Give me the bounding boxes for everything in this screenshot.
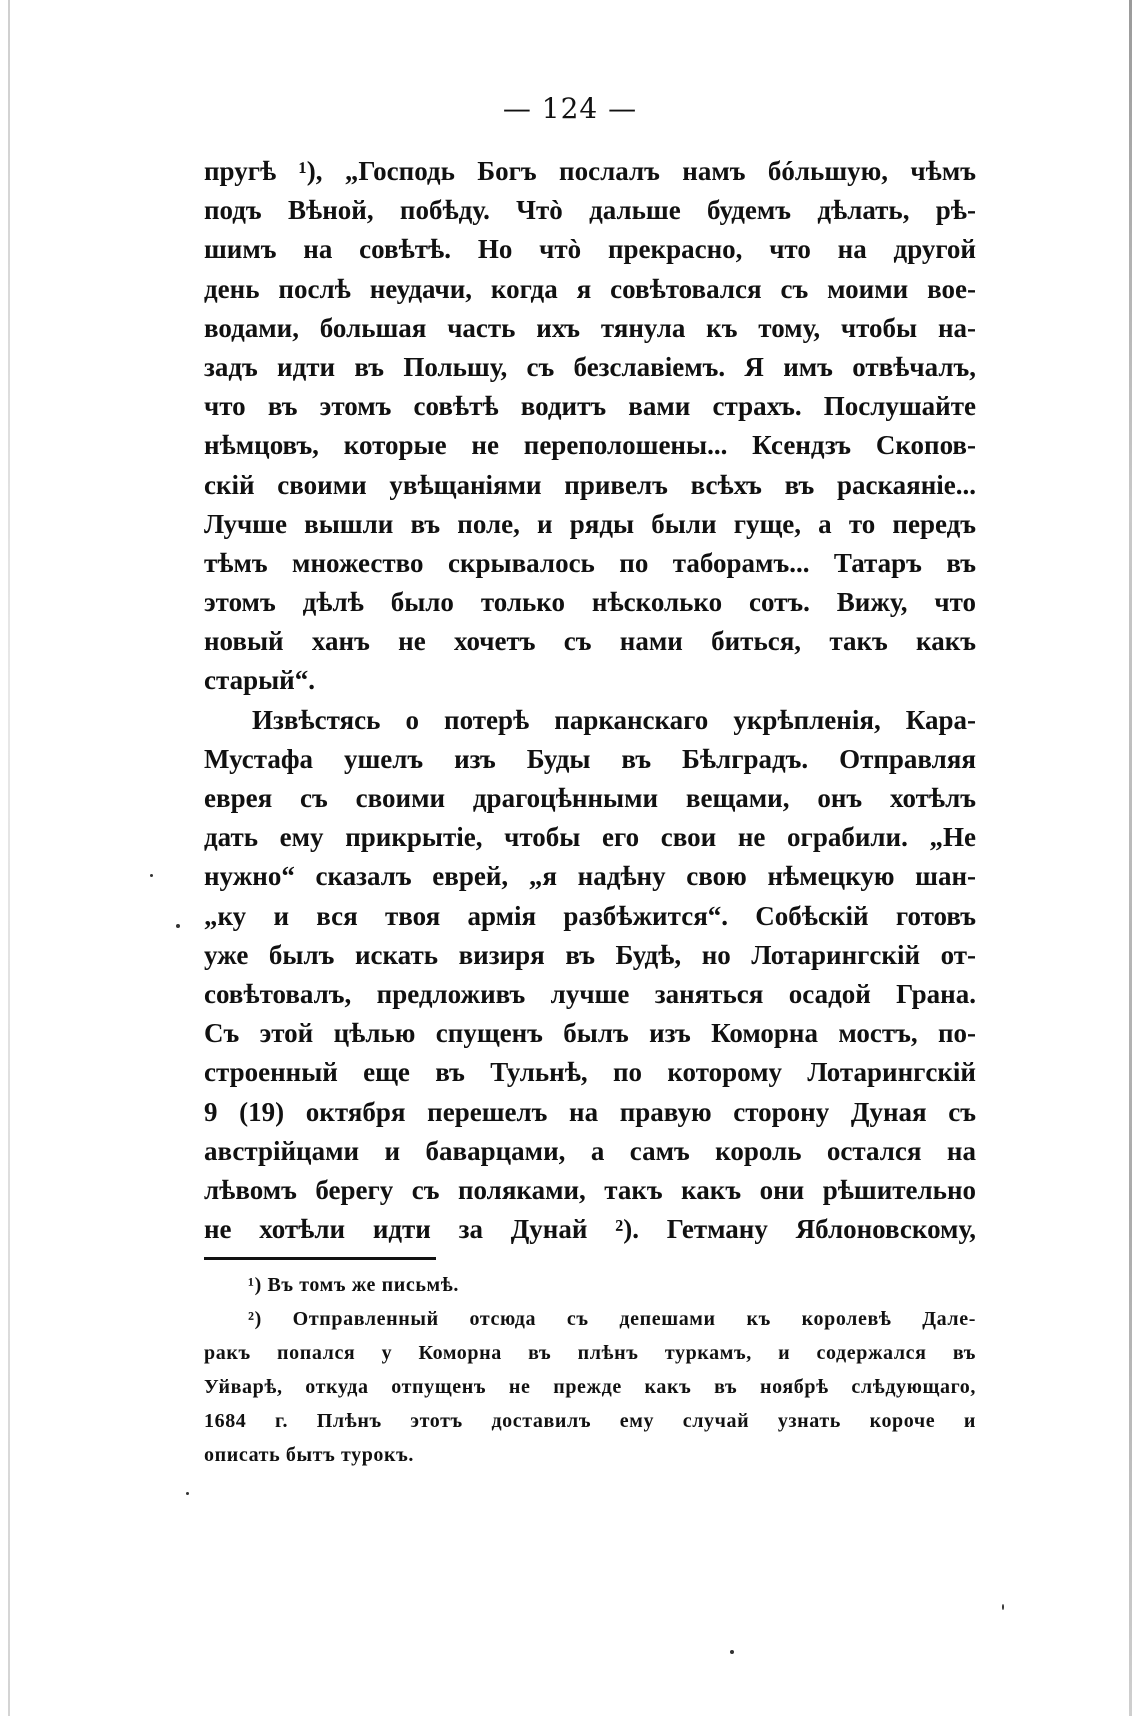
text-line: „ку и вся твоя армія разбѣжится“. Собѣскій готовъ bbox=[204, 900, 976, 931]
text-line: Лучше вышли въ поле, и ряды были гуще, а то передъ bbox=[204, 508, 976, 539]
scan-right-edge bbox=[1129, 0, 1132, 1716]
text-line: еврея съ своими драгоцѣнными вещами, онъ хотѣлъ bbox=[204, 783, 976, 813]
footnotes-block bbox=[204, 1268, 976, 1472]
text-line: Съ этой цѣлью спущенъ былъ изъ Коморна мостъ, по- bbox=[204, 1018, 976, 1049]
text-line: уже былъ искать визиря въ Будѣ, но Лотарингскій от- bbox=[204, 939, 976, 970]
text-line: новый ханъ не хочетъ съ нами биться, такъ какъ bbox=[204, 626, 976, 657]
text-line: нѣмцовъ, которые не переполошены... Ксендзъ Скопов- bbox=[204, 430, 976, 461]
footnote-line: ракъ попался у Коморна въ плѣнъ туркамъ, и содержался въ bbox=[204, 1342, 976, 1364]
text-line: Извѣстясь о потерѣ парканскаго укрѣпленія, Кара- bbox=[252, 704, 976, 735]
text-line: подъ Вѣной, побѣду. Чтò дальше будемъ дѣлать, рѣ- bbox=[204, 195, 976, 226]
scan-speck bbox=[1002, 1604, 1004, 1610]
scan-speck bbox=[150, 874, 153, 877]
text-line: дать ему прикрытіе, чтобы его свои не ограбили. „Не bbox=[204, 822, 976, 853]
page-number: — 124 — bbox=[502, 92, 638, 125]
footnote-line: ¹) Въ томъ же письмѣ. bbox=[248, 1274, 459, 1296]
footnote-line: ²) Отправленный отсюда съ депешами къ королевѣ Дале- bbox=[248, 1308, 976, 1330]
text-line: шимъ на совѣтѣ. Но чтò прекрасно, что на другой bbox=[204, 234, 976, 265]
text-line: день послѣ неудачи, когда я совѣтовался съ моими вое- bbox=[204, 273, 976, 304]
text-line: водами, большая часть ихъ тянула къ тому, чтобы на- bbox=[204, 312, 976, 343]
text-line: не хотѣли идти за Дунай ²). Гетману Яблоновскому, bbox=[204, 1214, 976, 1245]
text-line: Мустафа ушелъ изъ Буды въ Бѣлградъ. Отправляя bbox=[204, 743, 976, 774]
text-line: лѣвомъ берегу съ поляками, такъ какъ они рѣшительно bbox=[204, 1174, 976, 1205]
scan-speck bbox=[176, 924, 180, 928]
text-line: австрійцами и баварцами, а самъ король остался на bbox=[204, 1135, 976, 1166]
text-line: что въ этомъ совѣтѣ водитъ вами страхъ. Послушайте bbox=[204, 391, 976, 422]
text-line: пругѣ ¹), „Господь Богъ послалъ намъ бóльшую, чѣмъ bbox=[204, 156, 976, 186]
footnote-line: Уйварѣ, откуда отпущенъ не прежде какъ въ ноябрѣ слѣдующаго, bbox=[204, 1376, 976, 1398]
footnote-line: описать бытъ турокъ. bbox=[204, 1444, 415, 1466]
text-line: скій своими увѣщаніями привелъ всѣхъ въ раскаяніе... bbox=[204, 469, 976, 500]
text-line: задъ идти въ Польшу, съ безславіемъ. Я имъ отвѣчалъ, bbox=[204, 351, 976, 382]
scan-speck bbox=[186, 1492, 189, 1495]
text-line: 9 (19) октября перешелъ на правую сторону Дуная съ bbox=[204, 1096, 976, 1127]
text-line: тѣмъ множество скрывалось по таборамъ... Татаръ въ bbox=[204, 547, 976, 578]
scan-speck bbox=[730, 1650, 734, 1654]
text-line: нужно“ сказалъ еврей, „я надѣну свою нѣмецкую шан- bbox=[204, 861, 976, 892]
footnote-line: 1684 г. Плѣнъ этотъ доставилъ ему случай узнать короче и bbox=[204, 1410, 976, 1432]
text-line: этомъ дѣлѣ было только нѣсколько сотъ. Вижу, что bbox=[204, 587, 976, 618]
main-text-block bbox=[204, 152, 976, 1249]
footnote-separator bbox=[204, 1257, 436, 1260]
scan-left-edge bbox=[8, 0, 10, 1716]
text-line: старый“. bbox=[204, 665, 315, 696]
text-line: строенный еще въ Тульнѣ, по которому Лотарингскій bbox=[204, 1057, 976, 1088]
text-line: совѣтовалъ, предложивъ лучше заняться осадой Грана. bbox=[204, 978, 976, 1009]
